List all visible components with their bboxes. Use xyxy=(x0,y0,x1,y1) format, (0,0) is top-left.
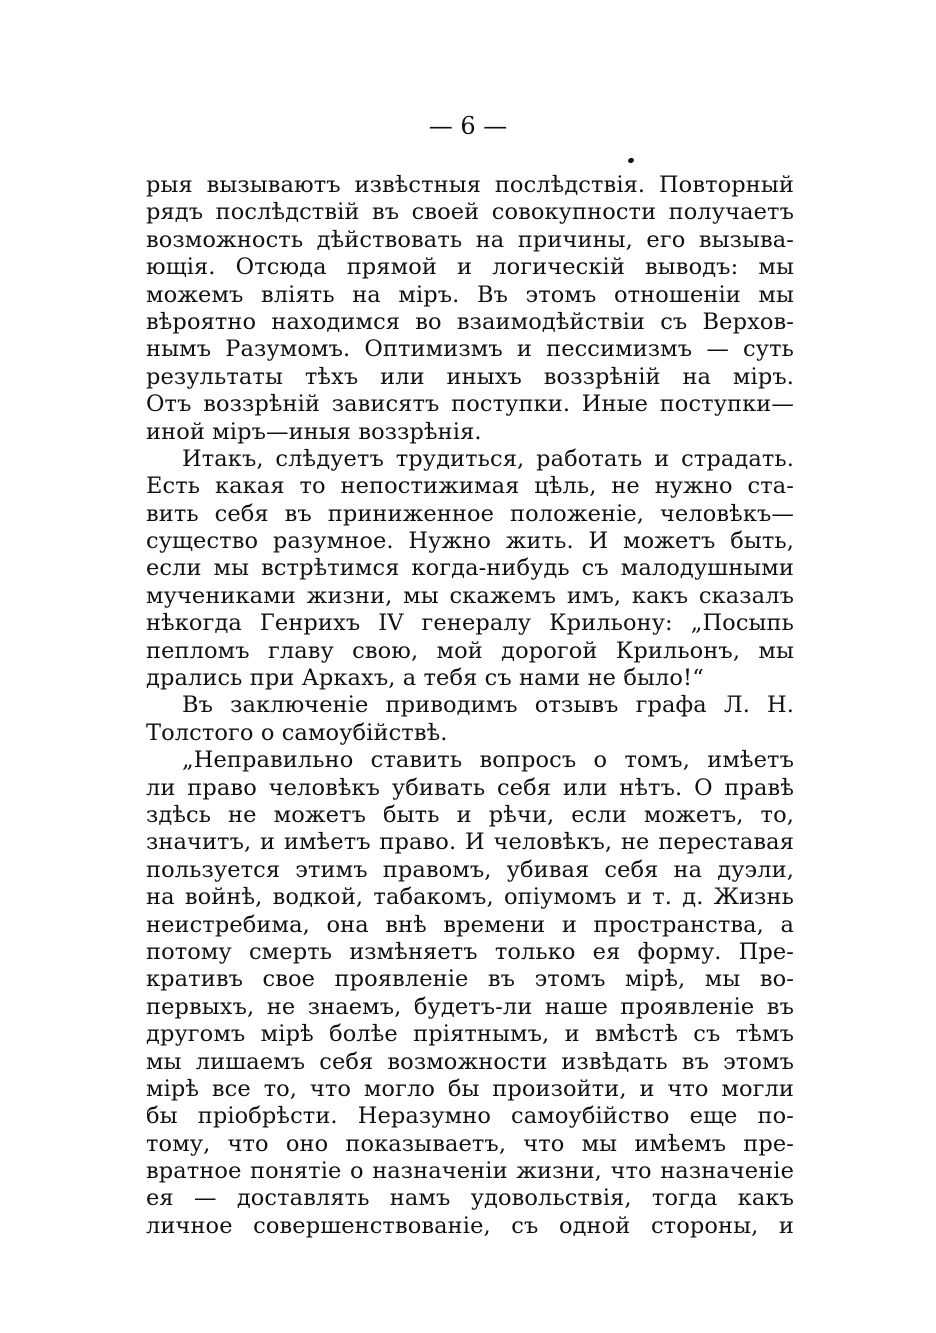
text-line: неистребима, она внѣ времени и пространства, а xyxy=(146,911,794,938)
text-line: нѣкогда Генрихъ IV генералу Крильону: „Посыпь xyxy=(146,610,794,637)
body-text xyxy=(146,172,794,1240)
text-line: „Неправильно ставить вопросъ о томъ, имѣетъ xyxy=(182,747,794,774)
text-line: пользуется этимъ правомъ, убивая себя на дуэли, xyxy=(146,856,794,883)
text-line: другомъ мірѣ болѣе пріятнымъ, и вмѣстѣ съ тѣмъ xyxy=(146,1021,794,1048)
text-line: Толстого о самоубійствѣ. xyxy=(146,719,448,746)
text-line: рыя вызываютъ извѣстныя послѣдствія. Повторный xyxy=(146,172,794,198)
text-line: ющія. Отсюда прямой и логическій выводъ: мы xyxy=(146,254,794,281)
text-line: Итакъ, слѣдуетъ трудиться, работать и страдать. xyxy=(182,445,794,472)
text-line: значитъ, и имѣетъ право. И человѣкъ, не переставая xyxy=(146,829,794,856)
text-line: мучениками жизни, мы скажемъ имъ, какъ сказалъ xyxy=(146,582,794,609)
text-line: здѣсь не можетъ быть и рѣчи, если можетъ, то, xyxy=(146,801,794,828)
text-line: если мы встрѣтимся когда-нибудь съ малодушными xyxy=(146,555,794,582)
text-line: рядъ послѣдствій въ своей совокупности получаетъ xyxy=(146,199,794,226)
paragraph xyxy=(146,172,794,446)
text-line: личное совершенствованіе, съ одной стороны, и xyxy=(146,1212,794,1239)
text-line: можемъ влiять на мiръ. Въ этомъ отношеніи мы xyxy=(146,281,794,308)
text-line: вить себя въ приниженное положеніе, человѣкъ— xyxy=(146,500,794,527)
text-line: Отъ воззрѣній зависятъ поступки. Иные поступки— xyxy=(146,391,794,418)
text-line: существо разумное. Нужно жить. И можетъ быть, xyxy=(146,528,794,555)
text-line: Въ заключеніе приводимъ отзывъ графа Л. Н. xyxy=(182,692,794,719)
text-line: мы лишаемъ себя возможности извѣдать въ этомъ xyxy=(146,1048,794,1075)
text-line: тому, что оно показываетъ, что мы имѣемъ пре- xyxy=(146,1130,794,1157)
text-line: нымъ Разумомъ. Оптимизмъ и пессимизмъ — суть xyxy=(146,336,794,363)
text-line: ли право человѣкъ убивать себя или нѣтъ. О правѣ xyxy=(146,774,794,801)
text-line: Есть какая то непостижимая цѣль, не нужно ста- xyxy=(146,473,794,500)
text-line: на войнѣ, водкой, табакомъ, опіумомъ и т. д. Жизнь xyxy=(146,884,794,911)
text-line: вѣроятно находимся во взаимодѣйствіи съ Верхов- xyxy=(146,308,794,335)
paragraph xyxy=(146,747,794,1240)
text-line: бы пріобрѣсти. Неразумно самоубійство еще по- xyxy=(146,1103,794,1130)
text-line: кративъ свое проявленіе въ этомъ мірѣ, мы во- xyxy=(146,966,794,993)
text-line: иной міръ—иныя воззрѣнія. xyxy=(146,418,482,445)
text-line: дрались при Аркахъ, а тебя съ нами не было!“ xyxy=(146,665,704,692)
text-line: мірѣ все то, что могло бы произойти, и что могли xyxy=(146,1075,794,1102)
paragraph xyxy=(146,692,794,747)
text-line: результаты тѣхъ или иныхъ воззрѣній на міръ. xyxy=(146,363,794,390)
text-line: вратное понятіе о назначеніи жизни, что назначеніе xyxy=(146,1158,794,1185)
text-line: потому смерть измѣняетъ только ея форму. Пре- xyxy=(146,938,794,965)
text-line: ея — доставлять намъ удовольствія, тогда какъ xyxy=(146,1185,794,1212)
page-number: — 6 — xyxy=(428,112,508,140)
text-line: возможность дѣйствовать на причины, его вызыва- xyxy=(146,226,794,253)
paragraph xyxy=(146,446,794,693)
ink-speck xyxy=(627,157,634,164)
text-line: первыхъ, не знаемъ, будетъ-ли наше проявленіе въ xyxy=(146,993,794,1020)
text-line: пепломъ главу свою, мой дорогой Крильонъ, мы xyxy=(146,637,794,664)
